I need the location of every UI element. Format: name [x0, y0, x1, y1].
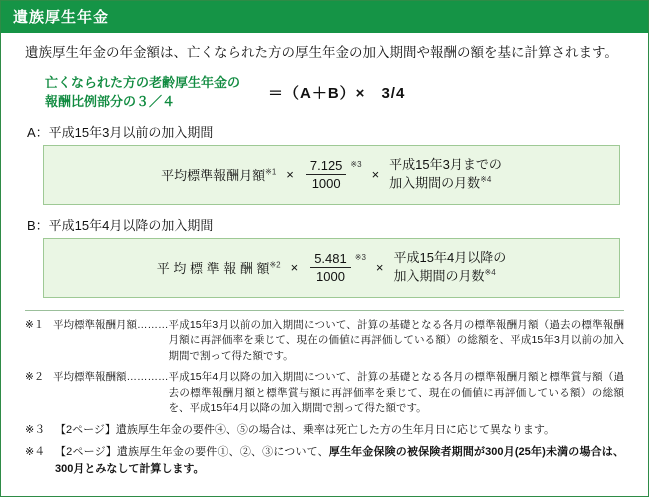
page-title: 遺族厚生年金 [1, 1, 648, 33]
section-a-term2-line2: 加入期間の月数 [389, 175, 481, 191]
note-1-body: 平成15年3月以前の加入期間について、計算の基礎となる各月の標準報酬月額（過去の標準報酬月額に再評価率を乗じて、現在の価値に再評価している額）の総額を、平成15年3月以前の加入期間で割って得た額です。 [168, 318, 624, 363]
section-a-term2 [389, 156, 502, 194]
section-b-formula-row [52, 249, 611, 287]
section-a-term2-line1: 平成15年3月までの [389, 156, 502, 172]
section-a-operator-2: × [371, 167, 380, 183]
section-b-label: B：平成15年4月以降の加入期間 [27, 217, 214, 233]
footnote-4-text-plain: 【2ページ】遺族厚生年金の要件①、②、③について、 [55, 446, 329, 459]
footnote-3-mark: ※３ [25, 424, 46, 437]
section-b-fraction [308, 251, 366, 284]
section-b-formula-box [43, 238, 620, 298]
footnote-item [25, 444, 624, 478]
document-body [1, 33, 648, 478]
note-item [25, 370, 624, 417]
section-a-numerator: 7.125 [306, 158, 347, 175]
section-a-term1-sup: ※1 [265, 167, 277, 177]
section-b-fraction-sup: ※3 [354, 253, 366, 263]
main-formula [15, 74, 634, 112]
section-a-formula-row [52, 156, 611, 194]
main-formula-left-line1: 亡くなられた方の老齢厚生年金の [45, 74, 241, 90]
main-formula-left [45, 74, 240, 112]
section-b-term2-line1: 平成15年4月以降の [393, 249, 507, 265]
footnote-4-text-bold: 厚生年金保険の被保険者期間が300月(25年)未満の場合は、300月とみなして計算します。 [55, 446, 624, 476]
footnote-item [25, 422, 624, 439]
section-b-term1-label: 平 均 標 準 報 酬 額 [156, 261, 270, 277]
section-b-numerator: 5.481 [310, 251, 351, 268]
section-a-term1-label: 平均標準報酬月額 [161, 168, 266, 184]
notes-section [25, 310, 624, 479]
note-2-mark: ※２ [25, 370, 45, 383]
footnote-3-body: 【2ページ】遺族厚生年金の要件④、⑤の場合は、乗率は死亡した方の生年月日に応じて異なります。 [55, 424, 556, 437]
footnote-4-body [55, 444, 624, 478]
intro-paragraph: 遺族厚生年金の年金額は、亡くなられた方の厚生年金の加入期間や報酬の額を基に計算されます。 [25, 45, 618, 60]
section-a-formula-box [43, 145, 620, 205]
section-b-operator-1: × [290, 260, 299, 276]
footnote-4-mark: ※４ [25, 446, 46, 459]
section-a-term2-sup: ※4 [480, 175, 492, 185]
section-b-term1 [157, 258, 281, 277]
section-b-denominator: 1000 [316, 269, 345, 285]
section-b-term2 [394, 249, 507, 287]
section-b-term2-sup: ※4 [484, 268, 496, 278]
section-a-operator-1: × [286, 167, 294, 183]
main-formula-right: ＝（A＋B）× 3/4 [268, 85, 406, 103]
section-a-term1 [161, 165, 276, 184]
section-b-operator-2: × [375, 260, 384, 276]
section-a-fraction-sup: ※3 [350, 160, 362, 170]
note-2-body: 平成15年4月以降の加入期間について、計算の基礎となる各月の標準報酬月額と標準賞与額（過去の標準報酬月額と標準賞与額に再評価率を乗じて、現在の価値に再評価している額）の総額を、平成15年4月以降の加入期間で割って得た額です。 [168, 370, 624, 415]
section-a-label: A：平成15年3月以前の加入期間 [27, 124, 214, 140]
note-item [25, 318, 624, 365]
section-a-fraction [304, 158, 362, 191]
section-b-term1-sup: ※2 [269, 260, 281, 270]
note-2-term: 平均標準報酬額………… [53, 370, 169, 383]
main-formula-left-line2: 報酬比例部分の３／４ [45, 93, 176, 109]
note-1-mark: ※１ [25, 318, 45, 331]
section-b-term2-line2: 加入期間の月数 [393, 268, 485, 284]
note-1-term: 平均標準報酬月額……… [53, 318, 169, 331]
section-a-denominator: 1000 [311, 176, 341, 192]
